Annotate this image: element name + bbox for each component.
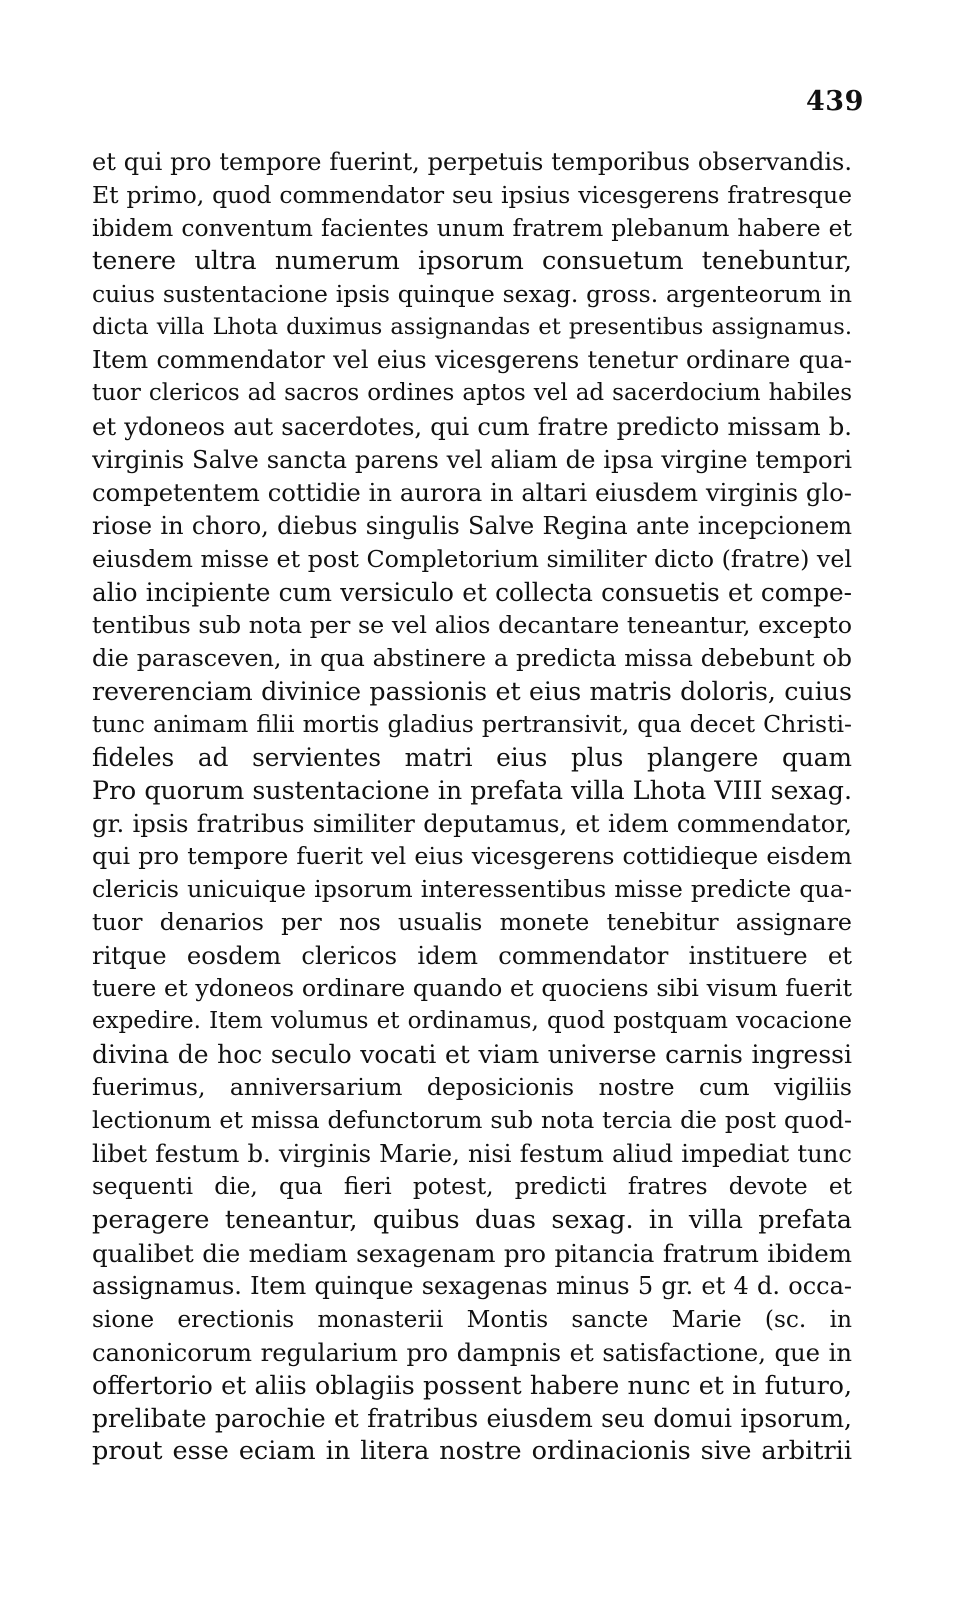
text-line: assignamus. Item quinque sexagenas minus 5 gr. et 4 d. occa- <box>92 1271 852 1300</box>
text-line: prout esse eciam in litera nostre ordinacionis sive arbitrii <box>92 1435 852 1466</box>
text-line: offertorio et aliis oblagiis possent habere nunc et in futuro, <box>92 1370 852 1400</box>
text-line: et ydoneos aut sacerdotes, qui cum fratre predicto missam b. <box>92 412 852 442</box>
text-line: qualibet die mediam sexagenam pro pitancia fratrum ibidem <box>92 1238 852 1268</box>
text-line: fideles ad servientes matri eius plus plangere quam <box>92 742 852 772</box>
text-line: ibidem conventum facientes unum fratrem plebanum habere et <box>92 214 852 243</box>
text-line: qui pro tempore fuerit vel eius vicesgerens cottidieque eisdem <box>92 841 852 870</box>
text-line: expedire. Item volumus et ordinamus, quod postquam vocacione <box>92 1008 852 1035</box>
text-line: et qui pro tempore fuerint, perpetuis temporibus observandis. <box>92 148 852 176</box>
text-line: ritque eosdem clericos idem commendator instituere et <box>92 941 852 971</box>
body-text <box>92 146 852 1468</box>
text-line: divina de hoc seculo vocati et viam universe carnis ingressi <box>92 1040 852 1070</box>
text-line: virginis Salve sancta parens vel aliam de ipsa virgine tempori <box>92 445 852 475</box>
text-line: tenere ultra numerum ipsorum consuetum tenebuntur, <box>92 246 852 277</box>
text-line: clericis unicuique ipsorum interessentibus misse predicte qua- <box>92 875 852 904</box>
text-line: tunc animam filii mortis gladius pertransivit, qua decet Christi- <box>92 709 852 738</box>
text-line: tuor clericos ad sacros ordines aptos vel ad sacerdocium habiles <box>92 380 852 407</box>
text-line: die parasceven, in qua abstinere a predicta missa debebunt ob <box>92 643 852 672</box>
text-line: libet festum b. virginis Marie, nisi festum aliud impediat tunc <box>92 1139 852 1169</box>
text-line: competentem cottidie in aurora in altari eiusdem virginis glo- <box>92 478 852 508</box>
text-line: tentibus sub nota per se vel alios decantare teneantur, excepto <box>92 610 852 639</box>
text-line: riose in choro, diebus singulis Salve Regina ante incepcionem <box>92 511 852 540</box>
text-line: tuor denarios per nos usualis monete tenebitur assignare <box>92 908 852 937</box>
text-line: reverenciam divinice passionis et eius matris doloris, cuius <box>92 676 852 706</box>
text-line: Et primo, quod commendator seu ipsius vicesgerens fratresque <box>92 181 852 210</box>
text-line: peragere teneantur, quibus duas sexag. in villa prefata <box>92 1204 852 1235</box>
page-number: 439 <box>806 86 864 117</box>
text-line: dicta villa Lhota duximus assignandas et presentibus assignamus. <box>92 314 852 341</box>
text-line: tuere et ydoneos ordinare quando et quociens sibi visum fuerit <box>92 974 852 1003</box>
text-line: lectionum et missa defunctorum sub nota tercia die post quod- <box>92 1106 852 1135</box>
text-line: fuerimus, anniversarium deposicionis nostre cum vigiliis <box>92 1073 852 1102</box>
text-line: cuius sustentacione ipsis quinque sexag. gross. argenteorum in <box>92 280 852 309</box>
text-line: sequenti die, qua fieri potest, predicti fratres devote et <box>92 1173 852 1201</box>
text-line: prelibate parochie et fratribus eiusdem seu domui ipsorum, <box>92 1403 852 1433</box>
text-line: sione erectionis monasterii Montis sancte Marie (sc. in <box>92 1305 852 1333</box>
text-line: alio incipiente cum versiculo et collecta consuetis et compe- <box>92 577 852 607</box>
text-line: eiusdem misse et post Completorium similiter dicto (fratre) vel <box>92 544 852 573</box>
text-line: gr. ipsis fratribus similiter deputamus, et idem commendator, <box>92 808 852 838</box>
text-line: Item commendator vel eius vicesgerens tenetur ordinare qua- <box>92 346 852 375</box>
text-line: Pro quorum sustentacione in prefata villa Lhota VIII sexag. <box>92 775 852 805</box>
text-line: canonicorum regularium pro dampnis et satisfactione, que in <box>92 1337 852 1367</box>
